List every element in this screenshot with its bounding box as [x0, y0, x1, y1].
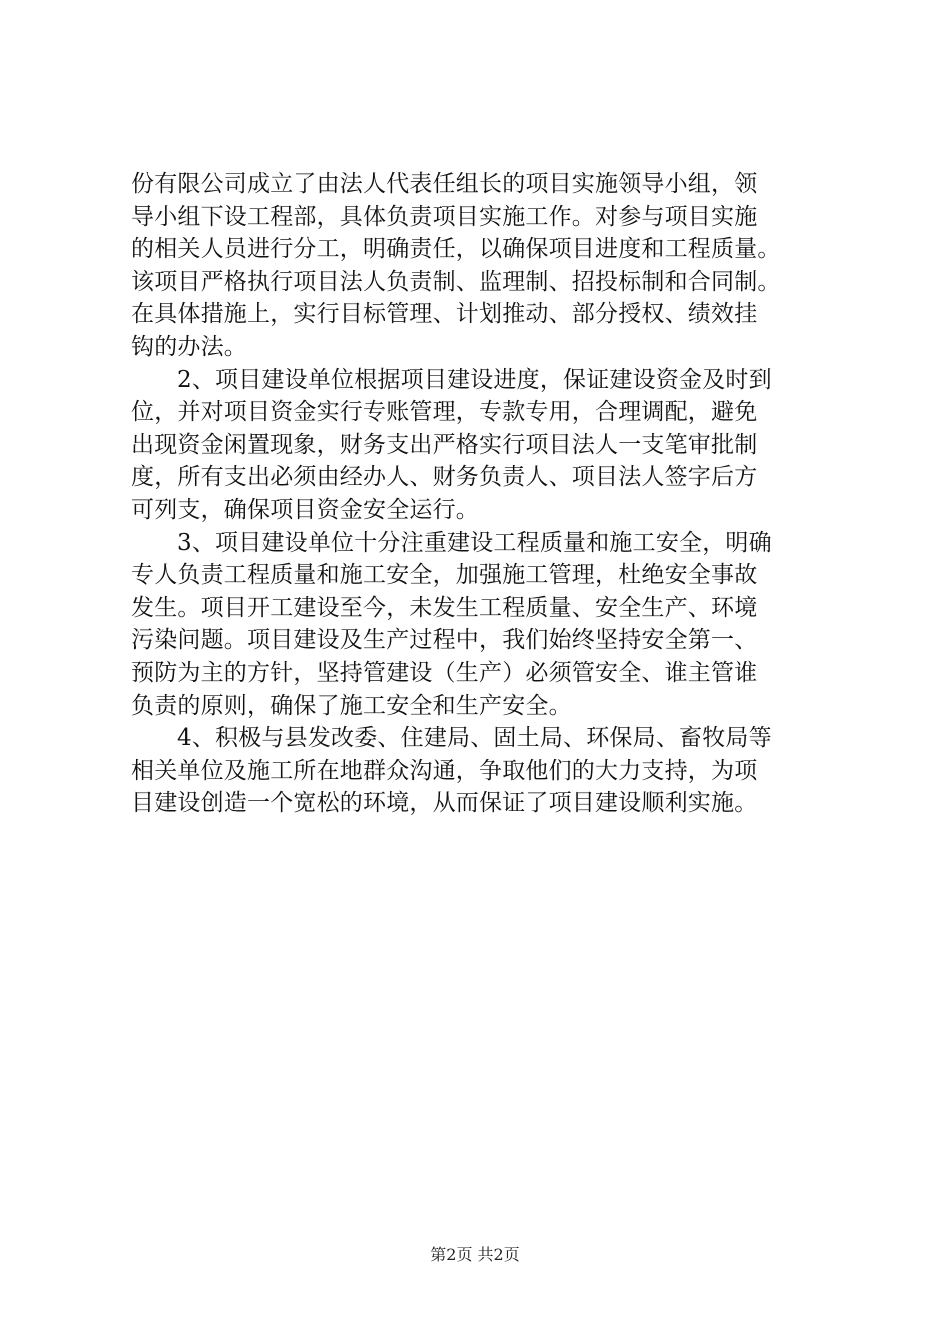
text-line: 的相关人员进行分工，明确责任，以确保项目进度和工程质量。 [131, 236, 781, 263]
text-line: 度，所有支出必须由经办人、财务负责人、项目法人签字后方 [131, 464, 758, 491]
document-body [131, 168, 851, 820]
text-line: 位，并对项目资金实行专账管理，专款专用，合理调配，避免 [131, 399, 758, 426]
text-line: 3、项目建设单位十分注重建设工程质量和施工安全，明确 [177, 529, 772, 556]
text-line: 专人负责工程质量和施工安全，加强施工管理，杜绝安全事故 [131, 562, 758, 589]
text-line: 该项目严格执行项目法人负责制、监理制、招投标制和合同制。 [131, 268, 781, 295]
paragraph-1 [131, 168, 851, 364]
text-line: 负责的原则，确保了施工安全和生产安全。 [131, 692, 572, 719]
text-line: 出现资金闲置现象，财务支出严格实行项目法人一支笔审批制 [131, 431, 758, 458]
paragraph-3 [131, 527, 851, 723]
text-line: 2、项目建设单位根据项目建设进度，保证建设资金及时到 [177, 366, 772, 393]
text-line: 相关单位及施工所在地群众沟通，争取他们的大力支持，为项 [131, 757, 758, 784]
page-number-footer: 第2页 共2页 [430, 1245, 520, 1264]
text-line: 4、积极与县发改委、住建局、固土局、环保局、畜牧局等 [177, 725, 772, 752]
text-line: 钩的办法。 [131, 333, 247, 360]
text-line: 可列支，确保项目资金安全运行。 [131, 496, 479, 523]
text-line: 预防为主的方针，坚持管建设（生产）必须管安全、谁主管谁 [131, 659, 758, 686]
text-line: 目建设创造一个宽松的环境，从而保证了项目建设顺利实施。 [131, 790, 758, 817]
text-line: 污染问题。项目建设及生产过程中，我们始终坚持安全第一、 [131, 627, 758, 654]
paragraph-4 [131, 722, 851, 820]
text-line: 在具体措施上，实行目标管理、计划推动、部分授权、绩效挂 [131, 301, 758, 328]
text-line: 导小组下设工程部，具体负责项目实施工作。对参与项目实施 [131, 203, 758, 230]
paragraph-2 [131, 364, 851, 527]
text-line: 发生。项目开工建设至今，未发生工程质量、安全生产、环境 [131, 594, 758, 621]
text-line: 份有限公司成立了由法人代表任组长的项目实施领导小组，领 [131, 171, 758, 197]
